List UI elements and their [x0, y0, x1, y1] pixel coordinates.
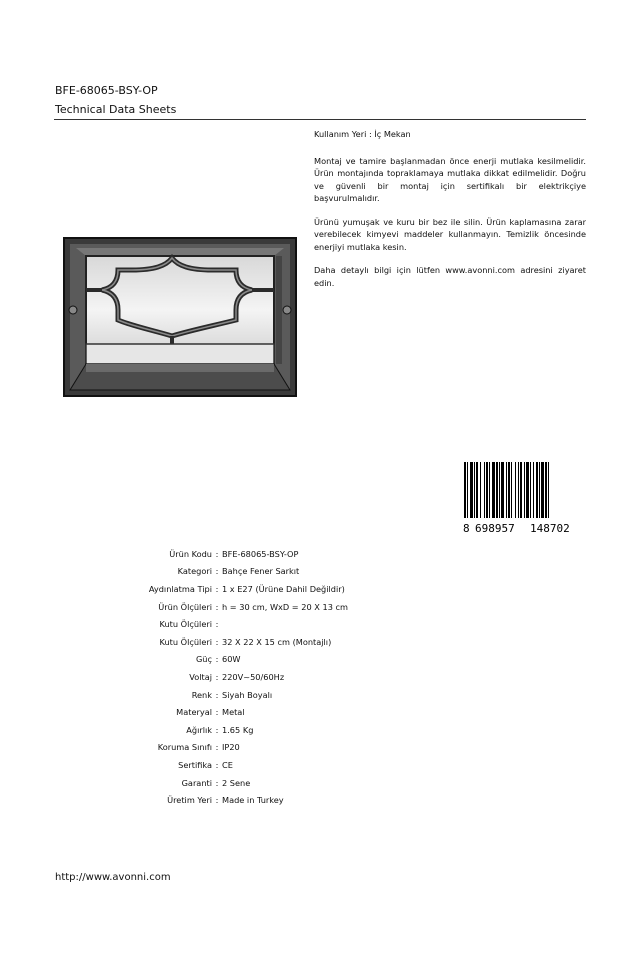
footer-url: http://www.avonni.com — [55, 872, 171, 883]
barcode-bar — [548, 462, 549, 518]
barcode-bar — [501, 462, 504, 518]
spec-separator: : — [215, 619, 219, 630]
barcode-bar — [467, 462, 468, 518]
barcode-bar — [470, 462, 473, 518]
more-info-text: Daha detaylı bilgi için lütfen www.avonni.com adresini ziyaret edin. — [314, 265, 586, 288]
barcode-bar — [484, 462, 485, 518]
barcode — [462, 460, 586, 534]
spec-row — [100, 703, 400, 721]
barcode-bar — [536, 462, 538, 518]
barcode-bar — [524, 462, 525, 518]
barcode-bar — [515, 462, 516, 518]
spec-separator: : — [215, 707, 219, 718]
barcode-bar — [541, 462, 544, 518]
spec-row — [100, 791, 400, 809]
spec-value: Siyah Boyalı — [222, 689, 273, 700]
info-block — [314, 128, 586, 300]
spec-label: Ürün Kodu — [169, 548, 212, 559]
barcode-digit-prefix: 8 — [463, 522, 470, 534]
spec-value: BFE-68065-BSY-OP — [222, 548, 299, 559]
spec-value: Bahçe Fener Sarkıt — [222, 566, 300, 577]
product-code-title: BFE-68065-BSY-OP — [55, 84, 158, 97]
spec-label: Kutu Ölçüleri — [159, 619, 212, 630]
barcode-bar — [520, 462, 522, 518]
barcode-bar — [480, 462, 481, 518]
spec-row — [100, 686, 400, 704]
spec-row — [100, 563, 400, 581]
barcode-bar — [530, 462, 531, 518]
barcode-bar — [489, 462, 490, 518]
barcode-bar — [526, 462, 529, 518]
spec-separator: : — [215, 724, 219, 735]
spec-row — [100, 756, 400, 774]
header-divider — [54, 119, 586, 120]
product-image — [62, 236, 298, 400]
spec-value: 1 x E27 (Ürüne Dahil Değildir) — [222, 583, 345, 594]
spec-separator: : — [215, 777, 219, 788]
spec-label: Garanti — [181, 777, 212, 788]
spec-value: IP20 — [222, 742, 240, 753]
spec-label: Koruma Sınıfı — [157, 742, 212, 753]
spec-separator: : — [215, 601, 219, 612]
barcode-digits-left: 698957 — [475, 522, 515, 534]
spec-value: 32 X 22 X 15 cm (Montajlı) — [222, 636, 332, 647]
spec-separator: : — [215, 548, 219, 559]
spec-separator: : — [215, 759, 219, 770]
barcode-bar — [474, 462, 475, 518]
spec-table — [100, 545, 400, 809]
spec-label: Üretim Yeri — [167, 795, 212, 806]
spec-label: Kategori — [177, 566, 212, 577]
spec-label: Sertifika — [178, 759, 212, 770]
spec-separator: : — [215, 636, 219, 647]
spec-row — [100, 739, 400, 757]
spec-separator: : — [215, 583, 219, 594]
spec-value: Metal — [222, 707, 245, 718]
spec-row — [100, 721, 400, 739]
spec-separator: : — [215, 742, 219, 753]
spec-value: 2 Sene — [222, 777, 251, 788]
spec-label: Materyal — [176, 707, 212, 718]
barcode-bar — [533, 462, 534, 518]
spec-row — [100, 545, 400, 563]
spec-row — [100, 580, 400, 598]
document-subtitle: Technical Data Sheets — [55, 103, 177, 116]
spec-label: Kutu Ölçüleri — [159, 636, 212, 647]
spec-label: Güç — [195, 654, 212, 665]
spec-value: 220V~50/60Hz — [222, 671, 285, 682]
barcode-bar — [545, 462, 547, 518]
barcode-bar — [511, 462, 512, 518]
barcode-bars — [464, 462, 549, 518]
spec-separator: : — [215, 654, 219, 665]
spec-label: Renk — [191, 689, 212, 700]
spec-value: 1.65 Kg — [222, 724, 254, 735]
barcode-digits-right: 148702 — [530, 522, 570, 534]
safety-warning: Montaj ve tamire başlanmadan önce enerji mutlaka kesilmelidir. Ürün montajında topraklamaya mutlaka dikkat edilmelidir. Doğru ve güvenli bir montaj için sertifikalı bir elektrikçiye başvurulmalıdır. — [314, 155, 586, 203]
spec-value: h = 30 cm, WxD = 20 X 13 cm — [222, 601, 348, 612]
barcode-bar — [499, 462, 500, 518]
barcode-bar — [476, 462, 478, 518]
cleaning-instructions: Ürünü yumuşak ve kuru bir bez ile silin. Ürün kaplamasına zarar verebilecek kimyevi maddeler kullanmayın. Temizlik öncesinde enerjiyi mutlaka kesin. — [314, 216, 586, 252]
spec-row — [100, 668, 400, 686]
spec-row — [100, 774, 400, 792]
barcode-bar — [506, 462, 507, 518]
barcode-bar — [496, 462, 498, 518]
spec-label: Aydınlatma Tipi — [148, 583, 212, 594]
spec-separator: : — [215, 566, 219, 577]
spec-value: Made in Turkey — [222, 795, 284, 806]
spec-value: 60W — [222, 654, 241, 665]
spec-row — [100, 651, 400, 669]
barcode-bar — [508, 462, 510, 518]
spec-row — [100, 615, 400, 633]
barcode-bar — [464, 462, 466, 518]
spec-row — [100, 633, 400, 651]
spec-row — [100, 598, 400, 616]
barcode-bar — [539, 462, 540, 518]
spec-label: Ürün Ölçüleri — [158, 601, 212, 612]
spec-separator: : — [215, 795, 219, 806]
spec-label: Voltaj — [189, 671, 212, 682]
barcode-bar — [492, 462, 495, 518]
spec-separator: : — [215, 689, 219, 700]
usage-location: Kullanım Yeri : İç Mekan — [314, 129, 411, 139]
spec-separator: : — [215, 671, 219, 682]
barcode-bar — [486, 462, 488, 518]
barcode-bar — [518, 462, 519, 518]
spec-label: Ağırlık — [186, 724, 212, 735]
spec-value: CE — [222, 759, 233, 770]
